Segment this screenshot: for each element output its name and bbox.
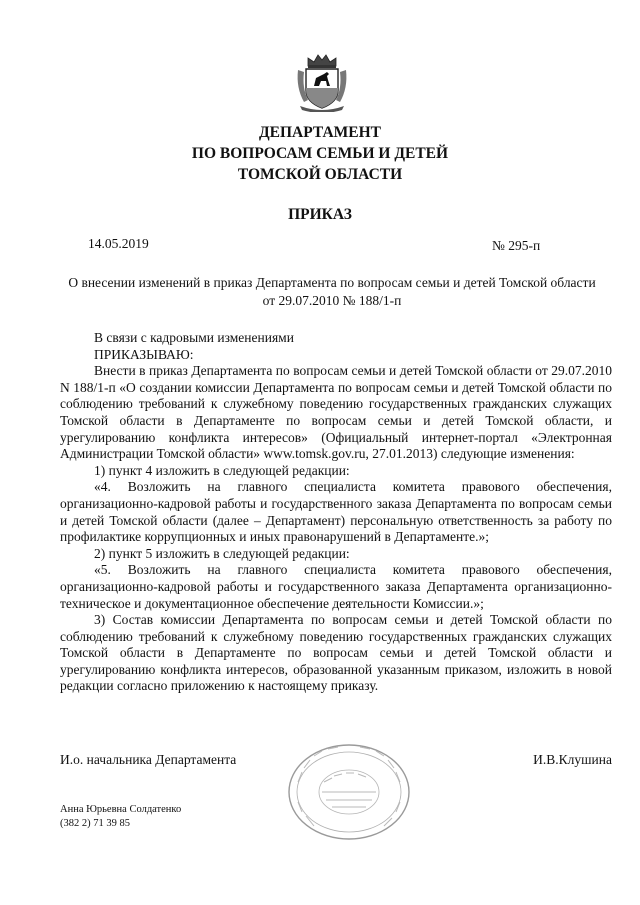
signature-title: И.о. начальника Департамента [60,752,237,767]
subject-line-2: от 29.07.2010 № 188/1-п [262,293,402,308]
contact-name: Анна Юрьевна Солдатенко [60,804,182,815]
header-line-2: ПО ВОПРОСАМ СЕМЬИ И ДЕТЕЙ [191,145,449,162]
department-header [0,122,640,185]
contact-phone: (382 2) 71 39 85 [60,818,130,829]
round-seal-icon [284,742,414,842]
contact-block [60,803,181,831]
order-paragraph: ПРИКАЗЫВАЮ: [94,346,194,362]
document-number: № 295-п [492,238,541,253]
item-1-text: «4. Возложить на главного специалиста комитета правового обеспечения, организационно-кадровой работы и государственного заказа Департамента по вопросам семьи и детей Томской области (далее – Департамент) персональную ответственность за работу по профилактике коррупционных и иных правонарушений в Департаменте.»; [60,479,612,545]
item-3-text: 3) Состав комиссии Департамента по вопросам семьи и детей Томской области по соблюдению требований к служебному поведению государственных гражданских служащих Томской области в Департаменте по вопросам семьи и детей Томской области и урегулированию конфликта интересов, образованной указанным приказом, изложить в новой редакции согласно приложению к настоящему приказу. [60,612,612,694]
intro-paragraph: Внести в приказ Департамента по вопросам семьи и детей Томской области от 29.07.2010 N 188/1-п «О создании комиссии Департамента по вопросам семьи и детей Томской области по соблюдению требований к служебному поведению государственных гражданских служащих Томской области в Департаменте по вопросам семьи и детей Томской области, и урегулированию конфликта интересов» (Официальный интернет-портал «Электронная Администрации Томской области» www.tomsk.gov.ru, 27.01.2013) следующие изменения: [60,363,612,462]
header-line-3: ТОМСКОЙ ОБЛАСТИ [237,166,403,183]
item-2-heading: 2) пункт 5 изложить в следующей редакции: [94,545,350,561]
document-body [60,330,612,695]
item-2-text: «5. Возложить на главного специалиста комитета правового обеспечения, организационно-кадровой работы и государственного заказа Департамента организационно-техническое и документационное обеспечение деятельности Комиссии.»; [60,562,612,611]
document-date: 14.05.2019 [88,236,149,251]
document-type: ПРИКАЗ [288,206,352,223]
reason-paragraph: В связи с кадровыми изменениями [94,330,294,345]
header-line-1: ДЕПАРТАМЕНТ [258,124,382,141]
subject-line-1: О внесении изменений в приказ Департамента по вопросам семьи и детей Томской области [68,275,596,290]
signature-name: И.В.Клушина [533,752,612,767]
document-subject [56,274,608,310]
coat-of-arms-icon [294,52,350,112]
item-1-heading: 1) пункт 4 изложить в следующей редакции: [94,462,350,478]
